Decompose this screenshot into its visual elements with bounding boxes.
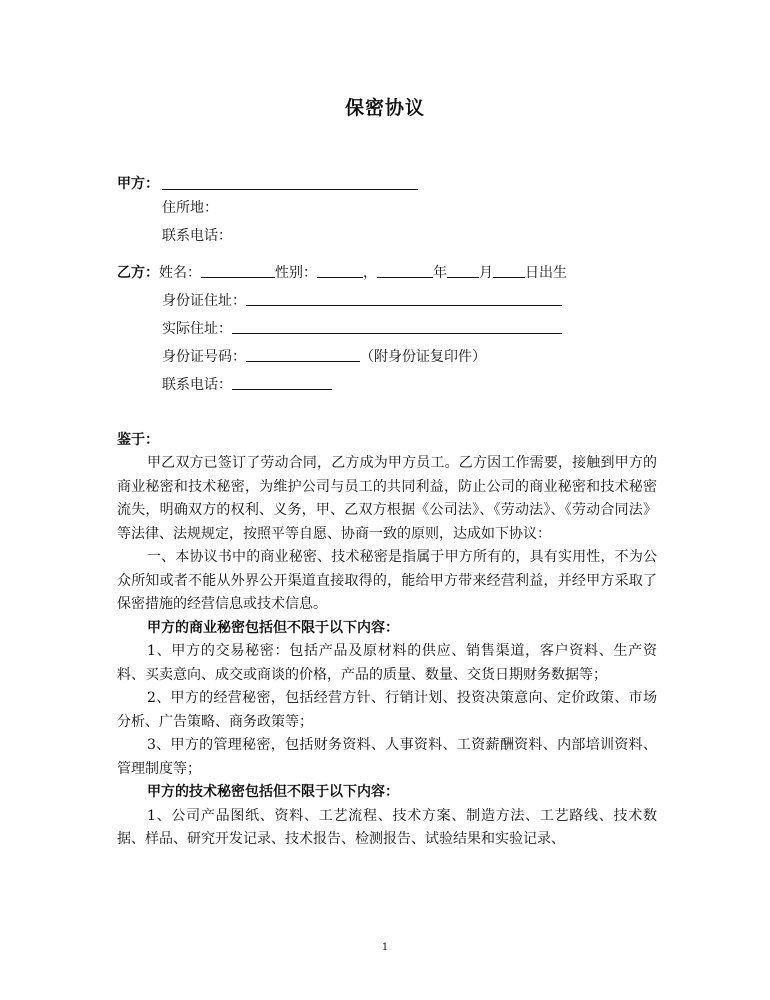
id-address-label: 身份证住址： xyxy=(162,293,246,309)
paragraph-business-secrets: 2、甲方的经营秘密，包括经营方针、行销计划、投资决策意向、定价政策、市场分析、广告策略、商务政策等； xyxy=(117,690,657,730)
party-a-label: 甲方： xyxy=(117,176,159,192)
body-text xyxy=(117,452,657,852)
id-address-row xyxy=(162,292,562,309)
id-number-row xyxy=(162,348,486,365)
name-label: 姓名： xyxy=(159,265,201,281)
heading-technical-secrets: 甲方的技术秘密包括但不限于以下内容： xyxy=(147,784,399,800)
paragraph-technical-items: 1、公司产品图纸、资料、工艺流程、技术方案、制造方法、工艺路线、技术数据、样品、研究开发记录、技术报告、检测报告、试验结果和实验记录、 xyxy=(117,807,657,847)
party-b-phone-label: 联系电话： xyxy=(162,377,232,393)
id-address-blank xyxy=(246,292,562,306)
party-a-blank xyxy=(162,176,418,193)
paragraph-trade-secrets: 1、甲方的交易秘密：包括产品及原材料的供应、销售渠道，客户资料、生产资料、买卖意向、成交或商谈的价格，产品的质量、数量、交货日期财务数据等； xyxy=(117,643,657,683)
comma: ， xyxy=(363,265,377,281)
document-title: 保密协议 xyxy=(344,97,425,119)
heading-commercial-secrets: 甲方的商业秘密包括但不限于以下内容： xyxy=(147,619,399,636)
day-blank xyxy=(493,264,525,278)
id-note: （附身份证复印件） xyxy=(360,349,486,365)
month-label: 月 xyxy=(479,265,493,281)
recital-heading: 鉴于： xyxy=(117,432,159,448)
paragraph-definition: 一、本协议书中的商业秘密、技术秘密是指属于甲方所有的，具有实用性，不为公众所知或者不能从外界公开渠道直接取得的，能给甲方带来经营利益，并经甲方采取了保密措施的经营信息或技术信息。 xyxy=(117,549,657,612)
id-number-blank xyxy=(246,348,360,362)
birth-label: 日出生 xyxy=(525,265,567,281)
actual-address-blank xyxy=(232,320,562,334)
actual-address-label: 实际住址： xyxy=(162,321,232,337)
gender-label: 性别： xyxy=(275,265,317,281)
year-blank xyxy=(377,264,433,278)
actual-address-row xyxy=(162,320,562,337)
paragraph-management-secrets: 3、甲方的管理秘密，包括财务资料、人事资料、工资薪酬资料、内部培训资料、管理制度等； xyxy=(117,737,657,777)
party-a-address-label: 住所地： xyxy=(162,200,218,216)
party-b-phone-blank xyxy=(232,376,332,390)
paragraph-recital: 甲乙双方已签订了劳动合同，乙方成为甲方员工。乙方因工作需要，接触到甲方的商业秘密和技术秘密，为维护公司与员工的共同利益，防止公司的商业秘密和技术秘密流失，明确双方的权利、义务，甲、乙双方根据《公司法》、《劳动法》、《劳动合同法》等法律、法规规定，按照平等自愿、协商一致的原则，达成如下协议： xyxy=(117,455,657,542)
party-a-phone-label: 联系电话： xyxy=(162,228,232,244)
id-number-label: 身份证号码： xyxy=(162,349,246,365)
page-number: 1 xyxy=(381,942,389,953)
year-label: 年 xyxy=(433,265,447,281)
party-b-row xyxy=(117,264,567,281)
month-blank xyxy=(447,264,479,278)
name-blank xyxy=(201,264,275,278)
party-b-label: 乙方： xyxy=(117,265,159,281)
party-b-phone-row xyxy=(162,376,332,393)
gender-blank xyxy=(317,264,363,278)
